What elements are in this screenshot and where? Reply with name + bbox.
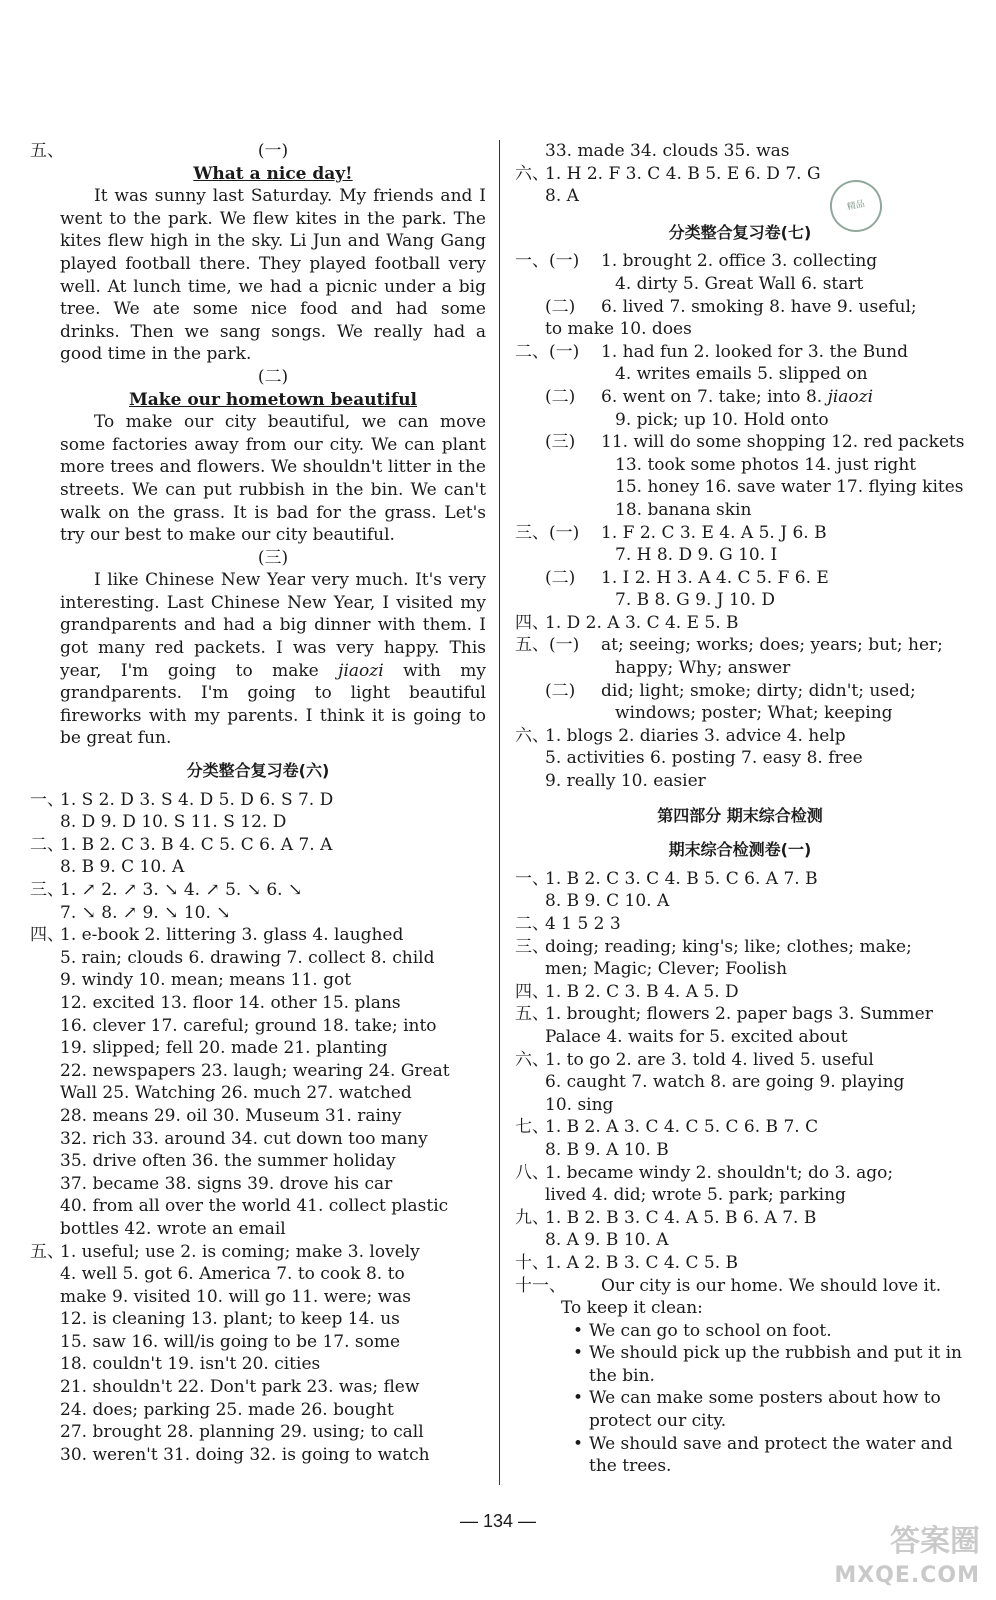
answer-text: 1. to go 2. are 3. told 4. lived 5. useful (545, 1049, 874, 1070)
answer-line (515, 544, 965, 567)
column-divider (499, 140, 500, 1485)
answer-line (30, 969, 486, 992)
answer-text: 13. took some photos 14. just right (615, 454, 917, 475)
answer-text: 1. e-book 2. littering 3. glass 4. laughed (60, 925, 404, 946)
answer-line (515, 680, 965, 703)
answer-line (30, 1444, 486, 1467)
bullet-dot-icon: • (573, 1388, 584, 1409)
passage-body: It was sunny last Saturday. My friends and I went to the park. We flew kites in the park. The kites flew high in the sky. Li Jun and Wang Gang played football there. They played football very well. At lunch time, we had a picnic under a big tree. We ate some nice food and had some drinks. Then we sang songs. We really had a good time in the park. (60, 186, 486, 365)
answer-text: 1. A 2. B 3. C 4. C 5. B (545, 1252, 739, 1273)
answer-label (30, 811, 60, 834)
answer-line (30, 1421, 486, 1444)
answer-text: did; light; smoke; dirty; didn't; used; (601, 680, 916, 701)
answer-line (515, 1026, 965, 1049)
answer-label: 二、 (515, 914, 549, 934)
answer-line (515, 747, 965, 770)
answer-label (515, 589, 615, 612)
answer-line (515, 1071, 965, 1094)
answer-label: 三、 (30, 880, 64, 900)
answer-line (515, 1139, 965, 1162)
answer-line (515, 1049, 965, 1072)
section-five-header (30, 140, 486, 163)
answer-label: 五、 (515, 1004, 549, 1025)
essay-bullet (515, 1433, 965, 1478)
answer-text: 18. banana skin (615, 499, 752, 520)
answer-line (515, 318, 965, 341)
answer-label (515, 657, 615, 680)
answer-line (30, 1241, 486, 1264)
answer-line (515, 454, 965, 477)
answer-label: 六、 (515, 163, 549, 184)
answer-line (30, 1286, 486, 1309)
answer-label (515, 1184, 545, 1207)
answer-label (30, 947, 60, 970)
answer-text: 30. weren't 31. doing 32. is going to watch (60, 1444, 430, 1465)
answer-text: 15. saw 16. will/is going to be 17. some (60, 1331, 401, 1352)
answer-line (515, 363, 965, 386)
answer-label: (三) (545, 432, 576, 453)
answer-text: 33. made 34. clouds 35. was (545, 141, 790, 161)
answer-line (30, 1331, 486, 1354)
answer-text: 9. pick; up 10. Hold onto (615, 409, 829, 430)
passage-number: (二) (257, 366, 289, 387)
answer-line (515, 1003, 965, 1026)
answer-line (30, 856, 486, 879)
answer-label: 五、 (30, 1241, 64, 1262)
answer-text: 1. became windy 2. shouldn't; do 3. ago; (545, 1162, 894, 1183)
watermark-logo: 答案圈 MXQE.COM (834, 1524, 980, 1588)
answer-text: 1. blogs 2. diaries 3. advice 4. help (545, 725, 846, 746)
answer-text: 12. excited 13. floor 14. other 15. plans (60, 992, 401, 1013)
answer-text: doing; reading; king's; like; clothes; make; (545, 936, 912, 957)
answer-text: Palace 4. waits for 5. excited about (545, 1026, 848, 1047)
answer-list (515, 868, 965, 1275)
answer-list (515, 250, 965, 792)
answer-label (515, 1094, 545, 1117)
answer-text: 1. S 2. D 3. S 4. D 5. D 6. S 7. D (60, 789, 334, 810)
answer-text: 1. brought 2. office 3. collecting (601, 251, 878, 272)
answer-label (515, 454, 615, 477)
answer-line (30, 811, 486, 834)
answer-text: 1. B 2. C 3. C 4. B 5. C 6. A 7. B (545, 868, 818, 889)
answer-label (30, 1105, 60, 1128)
left-column (30, 140, 486, 1466)
answer-text: 5. activities 6. posting 7. easy 8. free (545, 748, 863, 769)
answer-line (515, 1207, 965, 1230)
section-label: 十一、 (515, 1275, 566, 1296)
answer-label (30, 1037, 60, 1060)
answer-text: 7. H 8. D 9. G 10. I (615, 545, 778, 566)
answer-line (515, 1229, 965, 1252)
answer-line (30, 1037, 486, 1060)
essay-header (515, 1275, 965, 1298)
answer-label: 十、 (515, 1252, 549, 1273)
answer-text: 12. is cleaning 13. plant; to keep 14. us (60, 1309, 400, 1330)
answer-line (30, 834, 486, 857)
answer-text: 1. B 2. C 3. B 4. C 5. C 6. A 7. A (60, 834, 333, 855)
answer-text: 1. had fun 2. looked for 3. the Bund (601, 341, 908, 362)
answer-text: 16. clever 17. careful; ground 18. take; into (60, 1015, 437, 1036)
answer-text: 6. lived 7. smoking 8. have 9. useful; (601, 296, 917, 317)
answer-label: (二) (545, 567, 576, 588)
answer-text: 4. well 5. got 6. America 7. to cook 8. to (60, 1264, 405, 1285)
bullet-text: We should pick up the rubbish and put it in the bin. (589, 1343, 963, 1386)
answer-label: 八、 (515, 1162, 549, 1183)
answer-label (30, 902, 60, 925)
answer-line (515, 341, 965, 364)
answer-text: 10. sing (545, 1094, 614, 1115)
answer-line (30, 1082, 486, 1105)
answer-label (30, 1082, 60, 1105)
answer-label (30, 1150, 60, 1173)
bullet-dot-icon: • (573, 1343, 584, 1364)
essay-bullet (515, 1320, 965, 1343)
answer-text: 35. drive often 36. the summer holiday (60, 1151, 396, 1172)
answer-label (30, 1218, 60, 1241)
answer-text: Wall 25. Watching 26. much 27. watched (60, 1083, 412, 1104)
essay-bullets (515, 1320, 965, 1478)
answer-text: 19. slipped; fell 20. made 21. planting (60, 1038, 388, 1059)
answer-line (515, 250, 965, 273)
answer-label (30, 1376, 60, 1399)
passage-body: To make our city beautiful, we can move some factories away from our city. We can plant more trees and flowers. We shouldn't litter in the streets. We can put rubbish in the bin. We can't walk on the grass. It is bad for the grass. Let's try our best to make our city beautiful. (60, 412, 486, 546)
answer-line (515, 499, 965, 522)
answer-label (30, 969, 60, 992)
answer-text: 7. B 8. G 9. J 10. D (615, 590, 776, 611)
answer-text: 37. became 38. signs 39. drove his car (60, 1173, 393, 1194)
answer-text: 6. went on 7. take; into 8. jiaozi (601, 386, 874, 407)
answer-text: 1. F 2. C 3. E 4. A 5. J 6. B (601, 522, 827, 543)
answer-text: 40. from all over the world 41. collect plastic (60, 1196, 449, 1217)
answer-label (30, 1444, 60, 1467)
bullet-text: We should save and protect the water and the trees. (589, 1433, 953, 1477)
answer-list (30, 789, 486, 1467)
answer-line (515, 296, 965, 319)
answer-text: windows; poster; What; keeping (615, 703, 893, 724)
answer-text: 1. useful; use 2. is coming; make 3. lovely (60, 1241, 420, 1262)
answer-line (515, 936, 965, 959)
answer-text: 7. ↘ 8. ↗ 9. ↘ 10. ↘ (60, 902, 231, 923)
answer-label (515, 363, 615, 386)
answer-line (30, 1173, 486, 1196)
answer-text: 5. rain; clouds 6. drawing 7. collect 8. child (60, 947, 435, 968)
answer-line (515, 1162, 965, 1185)
bullet-dot-icon: • (573, 1433, 584, 1454)
answer-label (30, 1173, 60, 1196)
answer-text: 28. means 29. oil 30. Museum 31. rainy (60, 1105, 402, 1126)
answer-line (30, 924, 486, 947)
answer-text: 15. honey 16. save water 17. flying kites (615, 477, 964, 498)
stamp-seal: 精品 (825, 175, 887, 237)
answer-text: 8. A (545, 186, 579, 207)
answer-text: 8. B 9. C 10. A (545, 891, 670, 912)
answer-label: 四、 (515, 981, 549, 1002)
answer-line (30, 1399, 486, 1422)
answer-label (515, 140, 545, 163)
answer-label (30, 1399, 60, 1422)
answer-text: 1. D 2. A 3. C 4. E 5. B (545, 612, 739, 633)
answer-line (30, 902, 486, 925)
answer-line (515, 409, 965, 432)
answer-line (30, 1195, 486, 1218)
answer-label (30, 1263, 60, 1286)
answer-label: (二) (545, 680, 576, 701)
answer-label (515, 747, 545, 770)
passage-body: I like Chinese New Year very much. It's very interesting. Last Chinese New Year, I visited my grandparents and had a big dinner with them. I got many red packets. I was very happy. This year, I'm going to make jiaozi with my grandparents. I'm going to light beautiful fireworks with my parents. I think it is going to be great fun. (60, 570, 486, 749)
bullet-dot-icon: • (573, 1320, 584, 1341)
answer-text: 8. B 9. C 10. A (60, 857, 185, 878)
answer-line (515, 163, 965, 186)
answer-line (515, 431, 965, 454)
section-title: 期末综合检测卷(一) (668, 840, 812, 860)
answer-line (515, 890, 965, 913)
answer-line (515, 522, 965, 545)
part-title: 第四部分 期末综合检测 (657, 805, 823, 825)
answer-line (515, 770, 965, 793)
essay-bullet (515, 1342, 965, 1387)
answer-label (515, 544, 615, 567)
answer-line (30, 992, 486, 1015)
answer-label: 六、 (515, 1049, 549, 1070)
answer-label (515, 1026, 545, 1049)
answer-text: 27. brought 28. planning 29. using; to call (60, 1422, 424, 1443)
answer-label (30, 1286, 60, 1309)
answer-line (515, 981, 965, 1004)
answer-line (515, 386, 965, 409)
answer-label (30, 1421, 60, 1444)
answer-line (30, 1060, 486, 1083)
answer-text: 1. brought; flowers 2. paper bags 3. Summer (545, 1004, 933, 1025)
answer-text: 4. dirty 5. Great Wall 6. start (615, 273, 864, 294)
answer-label (515, 318, 545, 341)
answer-label (30, 1308, 60, 1331)
answer-label (515, 1071, 545, 1094)
answer-line (515, 567, 965, 590)
answer-text: 24. does; parking 25. made 26. bought (60, 1399, 394, 1420)
answer-label (30, 856, 60, 879)
answer-label: (二) (545, 296, 576, 317)
answer-list (515, 140, 965, 208)
answer-label (30, 1331, 60, 1354)
answer-text: 1. H 2. F 3. C 4. B 5. E 6. D 7. G (545, 163, 821, 184)
answer-label (515, 273, 615, 296)
bullet-text: We can go to school on foot. (589, 1320, 832, 1341)
answer-label (515, 1229, 545, 1252)
answer-text: 1. B 2. B 3. C 4. A 5. B 6. A 7. B (545, 1207, 817, 1228)
answer-line (515, 273, 965, 296)
answer-text: at; seeing; works; does; years; but; her; (601, 635, 943, 656)
answer-label (30, 1353, 60, 1376)
answer-line (515, 958, 965, 981)
answer-line (515, 140, 965, 163)
answer-label (30, 1060, 60, 1083)
answer-text: to make 10. does (545, 319, 692, 340)
answer-line (515, 612, 965, 635)
answer-text: 21. shouldn't 22. Don't park 23. was; flew (60, 1377, 420, 1398)
answer-text: 11. will do some shopping 12. red packets (601, 432, 965, 453)
answer-line (515, 913, 965, 936)
answer-label (515, 499, 615, 522)
answer-text: 1. B 2. A 3. C 4. C 5. C 6. B 7. C (545, 1117, 819, 1138)
answer-label (515, 958, 545, 981)
section-title: 分类整合复习卷(七) (668, 222, 812, 242)
answer-line (515, 657, 965, 680)
passage-number: (一) (257, 141, 289, 161)
essay-line: To keep it clean: (561, 1298, 703, 1319)
answer-text: 8. A 9. B 10. A (545, 1230, 669, 1251)
bullet-text: We can make some posters about how to protect our city. (589, 1388, 941, 1432)
answer-text: 4 1 5 2 3 (545, 914, 621, 934)
answer-text: 1. B 2. C 3. B 4. A 5. D (545, 981, 739, 1002)
answer-text: happy; Why; answer (615, 658, 791, 679)
answer-text: 32. rich 33. around 34. cut down too many (60, 1128, 428, 1149)
answer-label (515, 185, 545, 208)
answer-label: 六、 (515, 725, 549, 746)
answer-label (30, 1195, 60, 1218)
answer-text: 18. couldn't 19. isn't 20. cities (60, 1354, 321, 1375)
answer-label: 一、(一) (515, 251, 580, 272)
answer-label (515, 770, 545, 793)
answer-label (515, 476, 615, 499)
answer-line (515, 1116, 965, 1139)
answer-line (30, 1376, 486, 1399)
answer-line (30, 1128, 486, 1151)
passage-title: What a nice day! (193, 163, 353, 184)
answer-text: 9. windy 10. mean; means 11. got (60, 970, 352, 991)
answer-text: 8. D 9. D 10. S 11. S 12. D (60, 812, 287, 833)
answer-line (515, 725, 965, 748)
essay-line: Our city is our home. We should love it. (601, 1275, 942, 1296)
right-column (515, 140, 965, 1478)
answer-label: 一、 (30, 789, 64, 810)
answer-line (30, 1150, 486, 1173)
answer-line (30, 1015, 486, 1038)
answer-label (30, 992, 60, 1015)
section-label: 五、 (30, 141, 64, 161)
answer-line (30, 789, 486, 812)
answer-label (515, 1139, 545, 1162)
answer-line (515, 1252, 965, 1275)
answer-line (515, 1094, 965, 1117)
answer-text: bottles 42. wrote an email (60, 1218, 286, 1239)
answer-label (515, 702, 615, 725)
answer-text: make 9. visited 10. will go 11. were; was (60, 1286, 412, 1307)
page-number: — 134 — (459, 1511, 537, 1531)
answer-line (515, 185, 965, 208)
answer-text: 9. really 10. easier (545, 771, 706, 792)
answer-line (515, 702, 965, 725)
answer-line (30, 879, 486, 902)
answer-label: 九、 (515, 1207, 549, 1228)
answer-line (515, 634, 965, 657)
answer-label (30, 1015, 60, 1038)
answer-label (515, 409, 615, 432)
answer-text: 4. writes emails 5. slipped on (615, 364, 868, 385)
answer-text: 6. caught 7. watch 8. are going 9. playing (545, 1072, 905, 1093)
answer-text: 22. newspapers 23. laugh; wearing 24. Great (60, 1060, 450, 1081)
answer-label: 一、 (515, 868, 549, 889)
answer-line (515, 1184, 965, 1207)
answer-label: 四、 (30, 925, 64, 946)
answer-text: 1. I 2. H 3. A 4. C 5. F 6. E (601, 567, 829, 588)
answer-label: 四、 (515, 612, 549, 633)
answer-line (515, 868, 965, 891)
answer-text: men; Magic; Clever; Foolish (545, 959, 788, 980)
answer-line (515, 476, 965, 499)
answer-text: 1. ↗ 2. ↗ 3. ↘ 4. ↗ 5. ↘ 6. ↘ (60, 880, 303, 900)
passage-number: (三) (257, 547, 289, 568)
answer-text: 8. B 9. A 10. B (545, 1139, 669, 1160)
answer-label: 二、(一) (515, 341, 580, 362)
answer-line (515, 589, 965, 612)
answer-line (30, 1105, 486, 1128)
passage-title: Make our hometown beautiful (128, 389, 418, 410)
answer-label: 二、 (30, 834, 64, 855)
answer-label (30, 1128, 60, 1151)
answer-label (515, 890, 545, 913)
essay-bullet (515, 1387, 965, 1432)
answer-text: lived 4. did; wrote 5. park; parking (545, 1185, 846, 1206)
answer-label: 七、 (515, 1117, 549, 1138)
answer-label: 三、 (515, 936, 549, 957)
answer-line (30, 1218, 486, 1241)
answer-line (30, 1263, 486, 1286)
section-title: 分类整合复习卷(六) (186, 761, 330, 781)
answer-label: 五、(一) (515, 635, 580, 656)
answer-label: (二) (545, 386, 576, 407)
answer-line (30, 1308, 486, 1331)
answer-line (30, 1353, 486, 1376)
answer-label: 三、(一) (515, 522, 580, 543)
answer-line (30, 947, 486, 970)
